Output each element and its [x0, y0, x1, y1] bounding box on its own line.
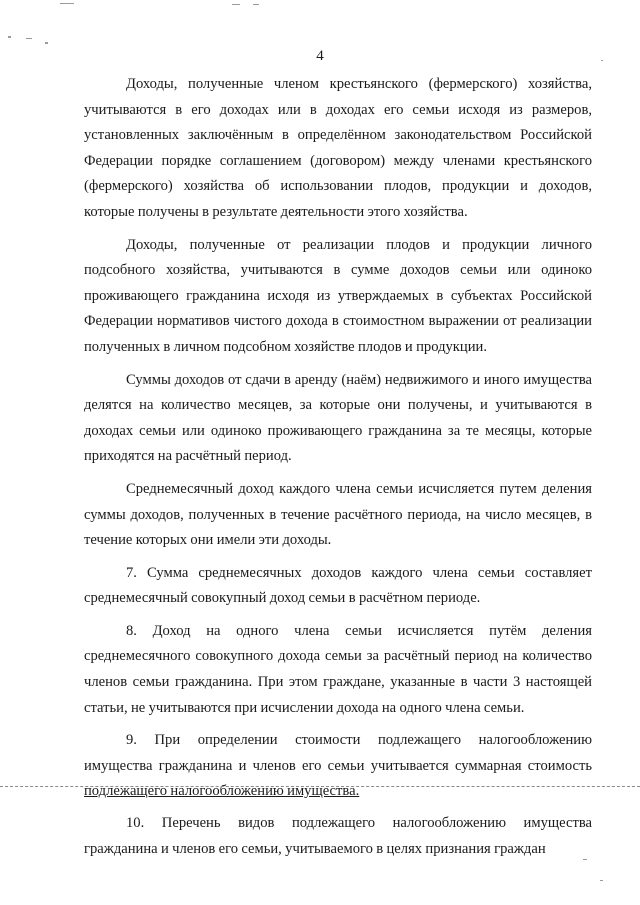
paragraph-item-9	[84, 728, 592, 805]
paragraph-rent-income: Суммы доходов от сдачи в аренду (наём) недвижимого и иного имущества делятся на количество месяцев, за которые они получены, и учитываются в доходах семьи или одиноко проживающего гражданина за те месяцы, которые приходятся на расчётный период.	[84, 371, 592, 465]
document-body	[84, 72, 592, 869]
paragraph-household-plot-income: Доходы, полученные от реализации плодов и продукции личного подсобного хозяйства, учитываются в сумме доходов семьи или одиноко проживающего гражданина исходя из утверждаемых в субъектах Российской Федерации нормативов чистого дохода в стоимостном выражении от реализации полученных в личном подсобном хозяйстве плодов и продукции.	[84, 236, 592, 355]
scan-divider-line	[0, 786, 640, 787]
paragraph-item-9-underlined: подлежащего налогообложению имущества.	[84, 783, 360, 800]
paragraph-farm-income: Доходы, полученные членом крестьянского (фермерского) хозяйства, учитываются в его доходах или в доходах его семьи исходя из размеров, установленных заключённым в определённом законодательством Российской Федерации порядке соглашением (договором) между членами крестьянского (фермерского) хозяйства об использовании плодов, продукции и доходов, которые получены в результате деятельности этого хозяйства.	[84, 76, 592, 220]
paragraph-item-10: 10. Перечень видов подлежащего налогообложению имущества гражданина и членов его семьи, учитываемого в целях признания граждан	[84, 815, 592, 857]
page-number: 4	[316, 48, 324, 64]
paragraph-average-monthly-income: Среднемесячный доход каждого члена семьи исчисляется путем деления суммы доходов, полученных в течение расчётного периода, на число месяцев, в течение которых они имели эти доходы.	[84, 480, 592, 549]
paragraph-item-7: 7. Сумма среднемесячных доходов каждого члена семьи составляет среднемесячный совокупный доход семьи в расчётном периоде.	[84, 564, 592, 607]
paragraph-item-9-text: 9. При определении стоимости подлежащего налогообложению имущества гражданина и членов его семьи учитывается суммарная стоимость	[84, 732, 592, 774]
paragraph-item-8: 8. Доход на одного члена семьи исчисляется путём деления среднемесячного совокупного дохода семьи за расчётный период на количество членов семьи гражданина. При этом граждане, указанные в части 3 настоящей статьи, не учитываются при исчислении дохода на одного члена семьи.	[84, 622, 592, 716]
